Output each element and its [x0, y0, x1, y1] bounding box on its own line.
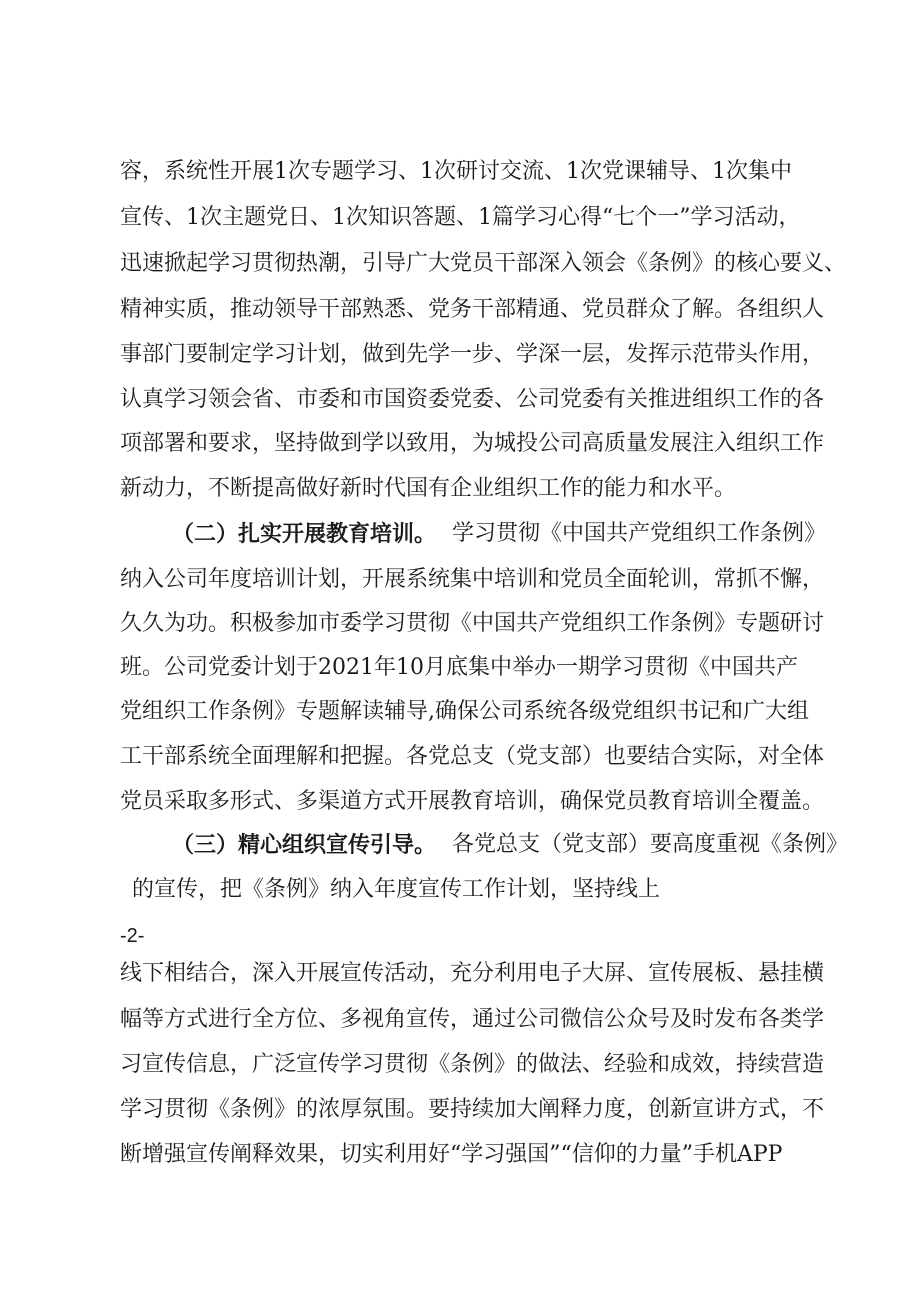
line-text: 认真学习领会省、市委和市国资委党委、公司党委有关推进组织工作的各: [120, 387, 825, 412]
line-text: 工干部系统全面理解和把握。各党总支（党支部）也要结合实际，对全体: [120, 744, 825, 769]
line-text: 纳入公司年度培训计划，开展系统集中培训和党员全面轮训，常抓不懈，: [120, 567, 825, 592]
line-text: 项部署和要求，坚持做到学以致用，为城投公司高质量发展注入组织工作: [120, 431, 825, 456]
line-text: 久久为功。积极参加市委学习贯彻《中国共产党组织工作条例》专题研讨: [120, 611, 825, 636]
text-line: [0, 196, 920, 240]
line-text: 学习贯彻《条例》的浓厚氛围。要持续加大阐释力度，创新宣讲方式，不: [120, 1097, 825, 1122]
section-3-heading: （三）精心组织宣传引导。: [172, 832, 437, 858]
line-text: 线下相结合，深入开展宣传活动，充分利用电子大屏、宣传展板、悬挂横: [120, 961, 825, 986]
text-line: [0, 735, 920, 779]
text-line: [0, 333, 920, 377]
text-line: [0, 646, 920, 690]
line-text: 新动力，不断提高做好新时代国有企业组织工作的能力和水平。: [120, 476, 737, 501]
text-line: [0, 1133, 920, 1177]
text-line: [0, 150, 920, 194]
text-line: [0, 558, 920, 602]
text-line: [0, 602, 920, 646]
line-text: 容，系统性开展1次专题学习、1次研讨交流、1次党课辅导、1次集中: [120, 159, 792, 184]
line-text: 党组织工作条例》专题解读辅导,确保公司系统各级党组织书记和广大组: [120, 699, 809, 724]
text-line: [0, 780, 920, 824]
text-line: [0, 242, 920, 286]
text-line: [0, 378, 920, 422]
line-text: 班。公司党委计划于2021年10月底集中举办一期学习贯彻《中国共产: [120, 655, 798, 680]
text-line: [0, 690, 920, 734]
section-3-first-line-text: 各党总支（党支部）要高度重视《条例》: [452, 832, 849, 857]
line-text: 幅等方式进行全方位、多视角宣传，通过公司微信公众号及时发布各类学: [120, 1007, 825, 1032]
text-line: [0, 952, 920, 996]
section-2-first-line-text: 学习贯彻《中国共产党组织工作条例》: [452, 521, 827, 546]
line-text: 断增强宣传阐释效果，切实利用好“学习强国”“信仰的力量”手机APP: [120, 1142, 783, 1167]
text-line: [0, 1043, 920, 1087]
line-text: 的宣传，把《条例》纳入年度宣传工作计划，坚持线上: [132, 877, 661, 902]
line-text: 党员采取多形式、多渠道方式开展教育培训，确保党员教育培训全覆盖。: [120, 789, 825, 814]
line-text: 精神实质，推动领导干部熟悉、党务干部精通、党员群众了解。各组织人: [120, 297, 825, 322]
text-line: [0, 422, 920, 466]
section-3-first-line: [0, 823, 920, 867]
line-text: 迅速掀起学习贯彻热潮，引导广大党员干部深入领会《条例》的核心要义、: [120, 251, 847, 276]
page-number: -2-: [120, 925, 145, 947]
text-line: [0, 288, 920, 332]
text-line: [0, 1088, 920, 1132]
section-2-heading: （二）扎实开展教育培训。: [172, 521, 437, 547]
text-line: [0, 998, 920, 1042]
line-text: 习宣传信息，广泛宣传学习贯彻《条例》的做法、经验和成效，持续营造: [120, 1052, 825, 1077]
line-text: 宣传、1次主题党日、1次知识答题、1篇学习心得“七个一”学习活动，: [120, 205, 801, 230]
text-line: [0, 868, 920, 912]
line-text: 事部门要制定学习计划，做到先学一步、学深一层，发挥示范带头作用，: [120, 342, 825, 367]
text-line: [0, 467, 920, 511]
section-2-first-line: [0, 512, 920, 556]
